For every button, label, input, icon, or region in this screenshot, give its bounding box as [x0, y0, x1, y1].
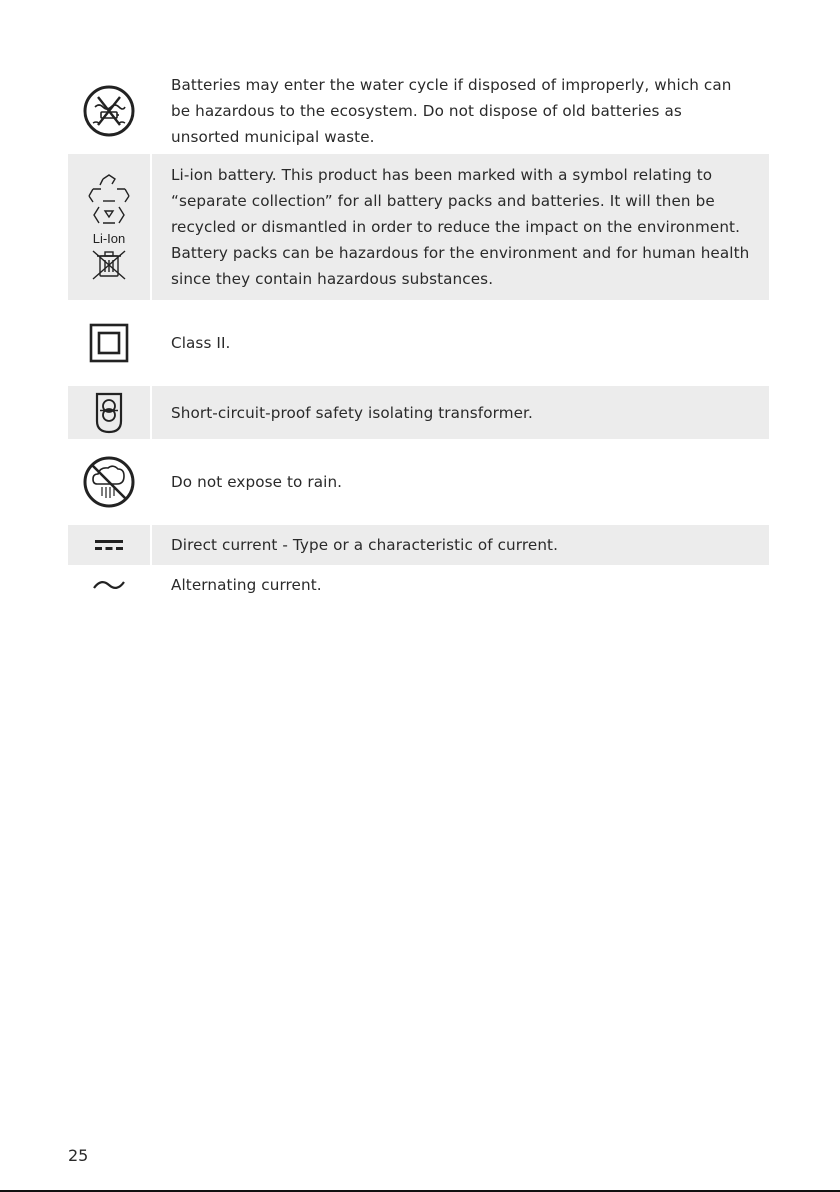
symbol-description: Short-circuit-proof safety isolating transformer.: [171, 403, 533, 422]
symbol-row-alternating-current: [68, 565, 769, 605]
symbol-description: Class II.: [171, 334, 231, 352]
symbol-description: Li-ion battery. This product has been marked with a symbol relating to “separate collection” for all battery packs and batteries. It will then be recycled or dismantled in order to reduce the impact on the environment. Battery packs can be hazardous for the environment and for human health since they contain hazardous substances.: [171, 166, 750, 288]
class-ii-icon: [89, 323, 129, 363]
li-ion-label: Li-Ion: [92, 231, 126, 246]
symbols-table: [68, 67, 769, 605]
symbol-description: Batteries may enter the water cycle if disposed of improperly, which can be hazardous to the ecosystem. Do not dispose of old batteries as unsorted municipal waste.: [171, 75, 732, 146]
symbol-row-class-ii: [68, 300, 769, 386]
page-number: 25: [68, 1146, 89, 1165]
alternating-current-icon: [92, 578, 126, 592]
symbol-row-transformer: [68, 386, 769, 439]
symbol-row-water-disposal: [68, 67, 769, 154]
symbol-row-direct-current: [68, 525, 769, 565]
direct-current-icon: [95, 538, 123, 552]
icon-cell: [68, 300, 152, 386]
icon-cell: [68, 565, 152, 605]
symbol-row-li-ion: [68, 154, 769, 300]
symbol-description: Direct current - Type or a characteristic of current.: [171, 536, 559, 554]
symbol-description: Do not expose to rain.: [171, 473, 343, 491]
icon-cell: [68, 439, 152, 525]
icon-cell: [68, 67, 152, 154]
no-rain-icon: [81, 454, 137, 510]
no-water-disposal-icon: [81, 83, 137, 139]
li-ion-recycle-icon: [79, 173, 139, 281]
icon-cell: [68, 386, 152, 439]
symbol-description: Alternating current.: [171, 576, 322, 594]
icon-cell: [68, 154, 152, 300]
symbol-row-rain: [68, 439, 769, 525]
icon-cell: [68, 525, 152, 565]
safety-transformer-icon: [94, 391, 124, 435]
